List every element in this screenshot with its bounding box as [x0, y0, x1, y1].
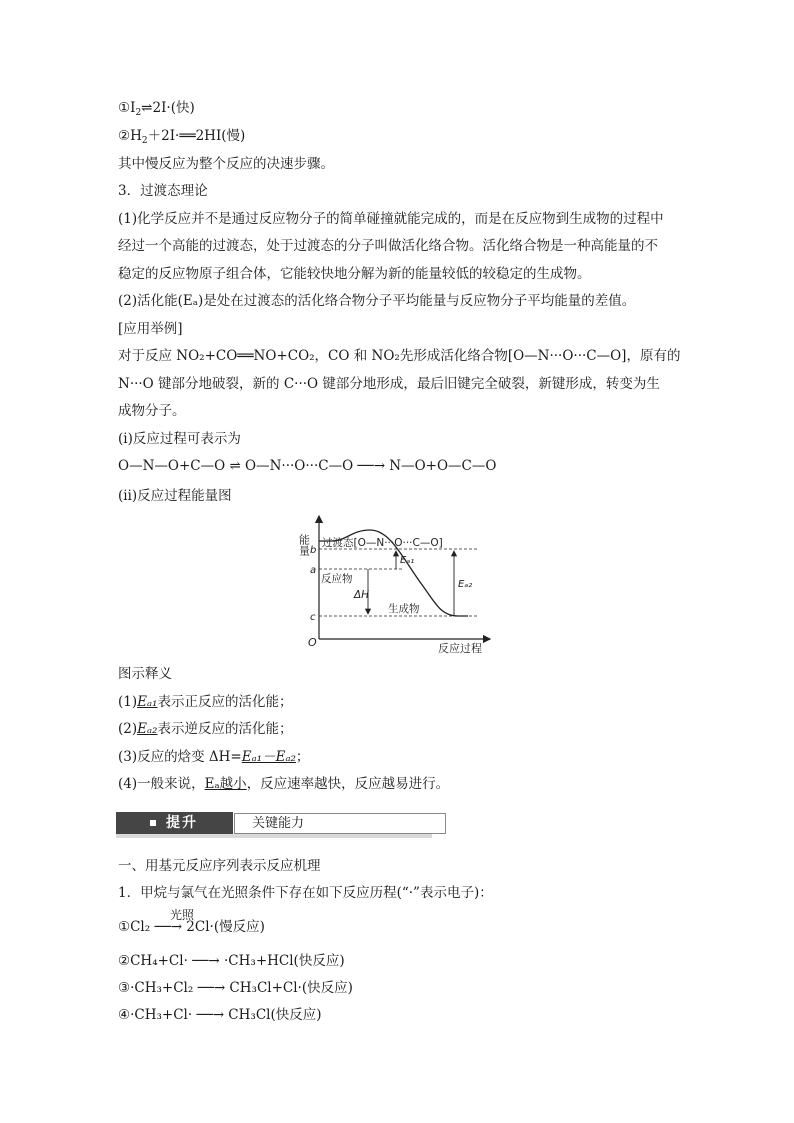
transition-state-label: 过渡态[O—N···O···C—O]	[322, 537, 443, 549]
enthalpy-expression: Eₐ₁－Eₐ₂	[241, 749, 296, 765]
x-axis-label: 反应过程	[438, 642, 482, 655]
mechanism-step-1: $①I_2\rightleftharpoons 2I\cdot$(快)	[118, 100, 195, 118]
chain-step-2: ②CH₄+Cl· ──→ ·CH₃+HCl(快反应)	[118, 953, 345, 969]
legend-text: (3)反应的焓变 ΔH=	[118, 749, 242, 765]
legend-line-3	[118, 747, 309, 767]
delta-h-label: ΔH	[354, 589, 370, 601]
banner-rule	[116, 834, 432, 838]
banner-light-tab	[234, 813, 446, 834]
example-heading: [应用举例]	[118, 321, 183, 337]
ea1-label: Eₐ₁	[400, 555, 415, 566]
ea2-label: Eₐ₂	[458, 579, 473, 590]
question-1-stem: 1．甲烷与氯气在光照条件下存在如下反应历程(“·”表示电子)：	[118, 885, 493, 901]
product-label: 生成物	[388, 603, 420, 615]
level-a-label: a	[310, 565, 317, 576]
banner-light-label: 关键能力	[252, 816, 305, 831]
legend-text: ；	[295, 749, 310, 765]
chain-step-1: ①Cl₂ ──→ 2Cl·(慢反应)	[118, 919, 265, 935]
level-c-label: c	[310, 612, 316, 623]
sub-heading-process: (ⅰ)反应过程可表示为	[118, 431, 241, 447]
chain-step-4: ④·CH₃+Cl· ──→ CH₃Cl(快反应)	[118, 1007, 322, 1023]
banner-dark-label: 提升	[166, 815, 198, 831]
energy-profile-diagram	[290, 512, 500, 657]
legend-line-4	[118, 774, 449, 794]
reactant-label: 反应物	[321, 573, 353, 585]
legend-num: (1)	[118, 694, 138, 710]
section-banner	[116, 812, 432, 836]
origin-label: O	[308, 636, 317, 649]
chain-step-3: ③·CH₃+Cl₂ ──→ CH₃Cl+Cl·(快反应)	[118, 980, 353, 996]
mechanism-step-2: $②H_2+2I\cdot══2HI$(慢)	[118, 128, 246, 146]
legend-text: 表示逆反应的活化能；	[157, 721, 293, 737]
ea-smaller-term: Eₐ越小	[204, 776, 247, 792]
legend-text: (4)一般来说，	[118, 776, 205, 792]
paragraph-line: 经过一个高能的过渡态，处于过渡态的分子叫做活化络合物。活化络合物是一种高能量的不	[118, 238, 658, 254]
legend-text: ，反应速率越快，反应越易进行。	[246, 776, 450, 792]
legend-line-1	[118, 692, 292, 712]
paragraph-line: 成物分子。	[118, 403, 186, 419]
y-axis-label: 能量	[297, 534, 311, 556]
ea1-term: Eₐ₁	[137, 694, 158, 710]
square-bullet-icon	[150, 820, 156, 826]
rate-determining-note: 其中慢反应为整个反应的决速步骤。	[118, 156, 334, 172]
legend-text: 表示正反应的活化能；	[157, 694, 293, 710]
legend-heading: 图示释义	[118, 666, 172, 682]
sub-heading-energy-diagram: (ⅱ)反应过程能量图	[118, 488, 232, 504]
paragraph-line: 稳定的反应物原子组合体，它能较快地分解为新的能量较低的较稳定的生成物。	[118, 266, 591, 282]
section-title: 一、用基元反应序列表示反应机理	[118, 858, 321, 874]
legend-line-2	[118, 719, 292, 739]
paragraph-line: (2)活化能(Eₐ)是处在过渡态的活化络合物分子平均能量与反应物分子平均能量的差值。	[118, 293, 636, 309]
paragraph-line: N···O 键部分地破裂，新的 C···O 键部分地形成，最后旧键完全破裂，新键形成，转变为生	[118, 376, 660, 392]
paragraph-line: 对于反应 NO₂+CO══NO+CO₂，CO 和 NO₂先形成活化络合物[O—N···O···C—O]，原有的	[118, 348, 681, 364]
legend-num: (2)	[118, 721, 138, 737]
light-condition-label: 光照	[170, 908, 195, 922]
paragraph-line: (1)化学反应并不是通过反应物分子的简单碰撞就能完成的，而是在反应物到生成物的过程中	[118, 211, 664, 227]
banner-dark-tab	[116, 812, 233, 834]
level-b-label: b	[310, 545, 317, 556]
ea2-term: Eₐ₂	[137, 721, 158, 737]
section-heading-transition-state: 3．过渡态理论	[118, 183, 208, 199]
reaction-process-equation: O—N—O+C—O ⇌ O—N···O···C—O ──→ N—O+O—C—O	[118, 458, 497, 474]
